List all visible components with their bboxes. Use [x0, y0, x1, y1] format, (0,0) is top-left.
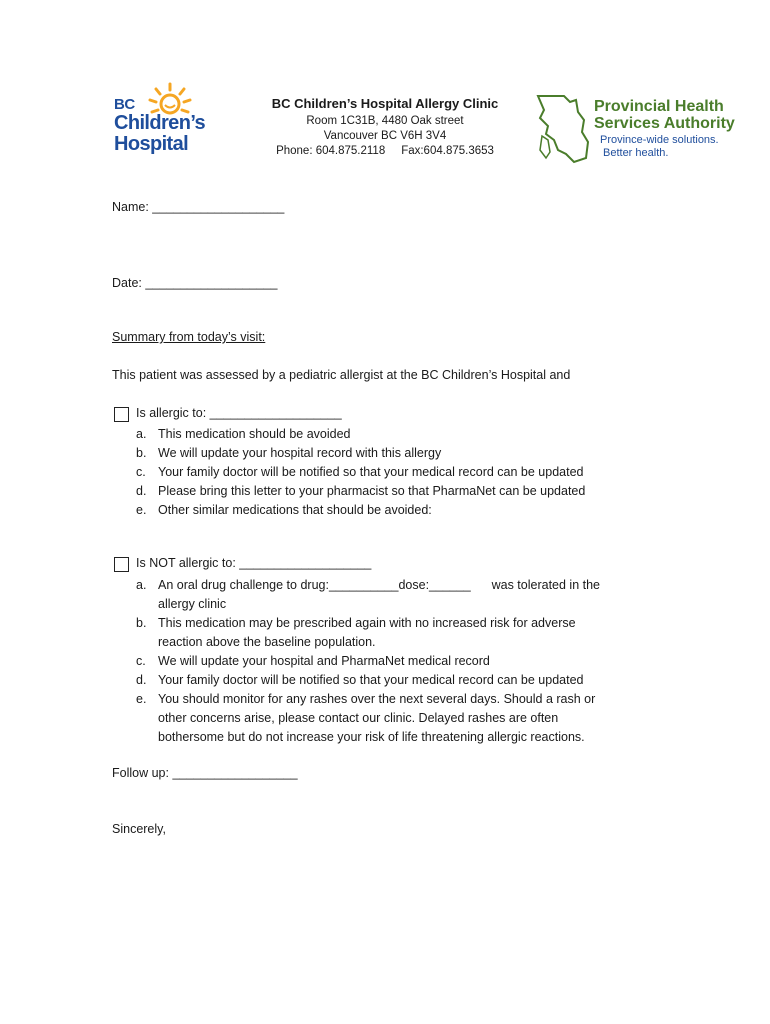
list-text-continued: allergy clinic [158, 597, 227, 611]
list-marker: b. [136, 616, 147, 630]
list-item [136, 576, 656, 614]
list-text: This medication may be prescribed again with no increased risk for adverse [158, 616, 576, 630]
list-text: An oral drug challenge to drug:__________dose:______ was tolerated in the [158, 578, 600, 592]
logo-hospital-text: Hospital [114, 133, 189, 155]
intro-text: This patient was assessed by a pediatric allergist at the BC Children’s Hospital and [112, 368, 571, 382]
list-item [136, 463, 656, 482]
list-marker: e. [136, 692, 147, 706]
list-marker: c. [136, 654, 146, 668]
phsa-tagline [600, 134, 719, 160]
list-marker: a. [136, 578, 147, 592]
phsa-name-line-2: Services Authority [594, 115, 735, 132]
list-item [136, 444, 656, 463]
not-allergic-label[interactable]: Is NOT allergic to: ___________________ [136, 556, 372, 570]
list-text-continued: other concerns arise, please contact our clinic. Delayed rashes are often [158, 711, 559, 725]
list-text-continued: bothersome but do not increase your risk of life threatening allergic reactions. [158, 730, 585, 744]
phone-fax: Phone: 604.875.2118 Fax:604.875.3653 [276, 145, 494, 157]
address-line-1: Room 1C31B, 4480 Oak street [306, 115, 464, 127]
list-marker: c. [136, 465, 146, 479]
list-marker: d. [136, 673, 147, 687]
list-text: We will update your hospital and PharmaNet medical record [158, 654, 490, 668]
list-text: You should monitor for any rashes over the next several days. Should a rash or [158, 692, 596, 706]
list-item [136, 652, 656, 671]
list-text: Other similar medications that should be avoided: [158, 503, 432, 517]
bc-childrens-hospital-logo [112, 82, 222, 162]
list-text: Please bring this letter to your pharmacist so that PharmaNet can be updated [158, 484, 586, 498]
not-allergic-checkbox[interactable] [114, 557, 129, 572]
phsa-logo [534, 92, 744, 164]
list-marker: b. [136, 446, 147, 460]
bc-map-icon [534, 92, 594, 164]
list-text: Your family doctor will be notified so that your medical record can be updated [158, 673, 584, 687]
phsa-tag-line-2: Better health. [603, 147, 669, 159]
allergic-label[interactable]: Is allergic to: ___________________ [136, 406, 342, 420]
follow-up-field[interactable]: Follow up: __________________ [112, 766, 298, 780]
list-text-continued: reaction above the baseline population. [158, 635, 376, 649]
name-field[interactable]: Name: ___________________ [112, 200, 285, 214]
summary-heading: Summary from today’s visit: [112, 330, 266, 344]
phsa-name [594, 98, 735, 132]
list-marker: a. [136, 427, 147, 441]
list-item [136, 501, 656, 520]
list-text: This medication should be avoided [158, 427, 351, 441]
list-item [136, 690, 656, 747]
address-line-2: Vancouver BC V6H 3V4 [323, 130, 447, 142]
phsa-name-line-1: Provincial Health [594, 98, 724, 115]
list-item [136, 614, 656, 652]
closing-text: Sincerely, [112, 822, 166, 836]
phsa-tag-line-1: Province-wide solutions. [600, 134, 719, 146]
list-text: Your family doctor will be notified so that your medical record can be updated [158, 465, 584, 479]
list-marker: e. [136, 503, 147, 517]
allergic-checkbox[interactable] [114, 407, 129, 422]
list-item [136, 482, 656, 501]
clinic-title: BC Children’s Hospital Allergy Clinic [271, 96, 499, 111]
logo-childrens-text: Children’s [114, 112, 206, 134]
date-field[interactable]: Date: ___________________ [112, 276, 278, 290]
list-marker: d. [136, 484, 147, 498]
list-item [136, 671, 656, 690]
list-item [136, 425, 656, 444]
logo-bc-text: BC [114, 96, 135, 113]
list-text: We will update your hospital record with this allergy [158, 446, 442, 460]
